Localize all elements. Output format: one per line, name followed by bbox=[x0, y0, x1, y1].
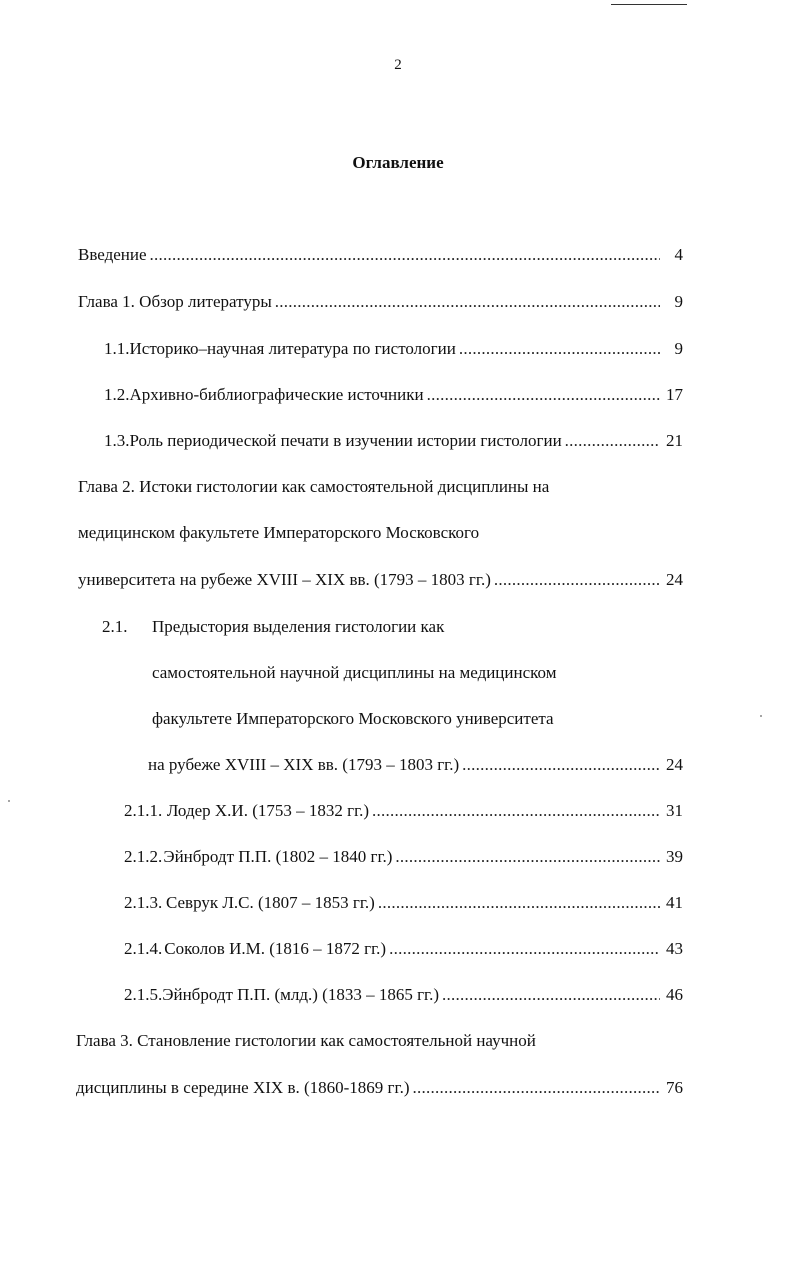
toc-entry-number: 2.1.2. bbox=[124, 847, 163, 866]
dot-leader bbox=[275, 292, 660, 312]
toc-entry-number: 2.1.4. bbox=[124, 939, 163, 958]
dot-leader bbox=[565, 431, 660, 451]
toc-entry-text: Архивно-библиографические источники bbox=[129, 385, 424, 404]
toc-entry-page: 4 bbox=[674, 245, 683, 264]
toc-entry-number: 2.1.3. bbox=[124, 893, 163, 912]
toc-entry-text: Соколов И.М. (1816 – 1872 гг.) bbox=[164, 939, 387, 958]
toc-entry-text: Эйнбродт П.П. (млд.) (1833 – 1865 гг.) bbox=[162, 985, 440, 1004]
toc-entry-page: 21 bbox=[666, 431, 683, 450]
toc-entry-number: 2.1.5. bbox=[124, 985, 163, 1004]
toc-entry-page: 43 bbox=[666, 939, 683, 958]
toc-entry-page: 24 bbox=[666, 755, 683, 774]
dot-leader bbox=[395, 847, 660, 867]
dot-leader bbox=[378, 893, 660, 913]
toc-entry-number: 2.1.1. bbox=[124, 801, 163, 820]
toc-entry-text: на рубеже XVIII – XIX вв. (1793 – 1803 гг.) bbox=[148, 755, 460, 774]
toc-entry-2-1-5[interactable] bbox=[124, 985, 683, 1005]
toc-entry-page: 24 bbox=[666, 570, 683, 589]
toc-entry-introduction[interactable] bbox=[78, 245, 683, 265]
toc-entry-chapter-2-line-1[interactable] bbox=[78, 477, 683, 497]
toc-entry-2-1-3[interactable] bbox=[124, 893, 683, 913]
toc-entry-text: Севрук Л.С. (1807 – 1853 гг.) bbox=[165, 893, 375, 912]
toc-entry-text: медицинском факультете Императорского Московского bbox=[78, 523, 480, 542]
toc-entry-1-1[interactable] bbox=[104, 339, 683, 359]
toc-entry-2-1[interactable] bbox=[148, 755, 683, 775]
toc-entry-page: 17 bbox=[666, 385, 683, 404]
dot-leader bbox=[427, 385, 660, 405]
page-number: 2 bbox=[394, 57, 402, 73]
toc-entry-chapter-3-line-1[interactable] bbox=[76, 1031, 683, 1051]
dot-leader bbox=[442, 985, 660, 1005]
toc-entry-page: 39 bbox=[666, 847, 683, 866]
toc-entry-text: Лодер Х.И. (1753 – 1832 гг.) bbox=[166, 801, 370, 820]
toc-entry-text: дисциплины в середине XIX в. (1860-1869 гг.) bbox=[76, 1078, 410, 1097]
toc-entry-number: 1.2. bbox=[104, 385, 130, 404]
toc-entry-text: Глава 3. Становление гистологии как самостоятельной научной bbox=[76, 1031, 536, 1050]
toc-entry-number: 2.1. bbox=[102, 617, 128, 636]
dot-leader bbox=[459, 339, 660, 359]
toc-entry-2-1-line-1[interactable] bbox=[102, 617, 683, 637]
toc-entry-text: Историко–научная литература по гистологии bbox=[129, 339, 456, 358]
toc-entry-text: Эйнбродт П.П. (1802 – 1840 гг.) bbox=[163, 847, 393, 866]
toc-entry-page: 31 bbox=[666, 801, 683, 820]
toc-entry-number: 1.3. bbox=[104, 431, 130, 450]
scan-speck bbox=[8, 800, 10, 802]
toc-entry-page: 9 bbox=[674, 339, 683, 358]
toc-entry-page: 41 bbox=[666, 893, 683, 912]
toc-entry-page: 46 bbox=[666, 985, 683, 1004]
toc-entry-page: 9 bbox=[674, 292, 683, 311]
dot-leader bbox=[494, 570, 660, 590]
top-rule bbox=[611, 4, 687, 5]
toc-entry-2-1-4[interactable] bbox=[124, 939, 683, 959]
toc-entry-chapter-3[interactable] bbox=[76, 1078, 683, 1098]
dot-leader bbox=[389, 939, 660, 959]
toc-entry-2-1-line-3[interactable] bbox=[152, 709, 683, 729]
toc-entry-text: Роль периодической печати в изучении истории гистологии bbox=[129, 431, 562, 450]
dot-leader bbox=[372, 801, 660, 821]
toc-entry-1-2[interactable] bbox=[104, 385, 683, 405]
toc-entry-text: Предыстория выделения гистологии как bbox=[152, 617, 445, 636]
toc-entry-text: Введение bbox=[78, 245, 147, 264]
toc-entry-chapter-2-line-2[interactable] bbox=[78, 523, 683, 543]
toc-entry-text: Глава 2. Истоки гистологии как самостоятельной дисциплины на bbox=[78, 477, 550, 496]
toc-entry-text: факультете Императорского Московского университета bbox=[152, 709, 554, 728]
toc-entry-2-1-2[interactable] bbox=[124, 847, 683, 867]
toc-entry-2-1-line-2[interactable] bbox=[152, 663, 683, 683]
scan-speck bbox=[760, 715, 762, 717]
dot-leader bbox=[150, 245, 660, 265]
toc-entry-2-1-1[interactable] bbox=[124, 801, 683, 821]
toc-title: Оглавление bbox=[352, 153, 444, 172]
toc-entry-text: самостоятельной научной дисциплины на медицинском bbox=[152, 663, 557, 682]
toc-entry-page: 76 bbox=[666, 1078, 683, 1097]
toc-entry-chapter-2[interactable] bbox=[78, 570, 683, 590]
toc-entry-1-3[interactable] bbox=[104, 431, 683, 451]
toc-entry-text: университета на рубеже XVIII – XIX вв. (1793 – 1803 гг.) bbox=[78, 570, 491, 589]
toc-entry-text: Глава 1. Обзор литературы bbox=[78, 292, 272, 311]
dot-leader bbox=[412, 1078, 660, 1098]
toc-entry-number: 1.1. bbox=[104, 339, 130, 358]
dot-leader bbox=[462, 755, 660, 775]
toc-entry-chapter-1[interactable] bbox=[78, 292, 683, 312]
